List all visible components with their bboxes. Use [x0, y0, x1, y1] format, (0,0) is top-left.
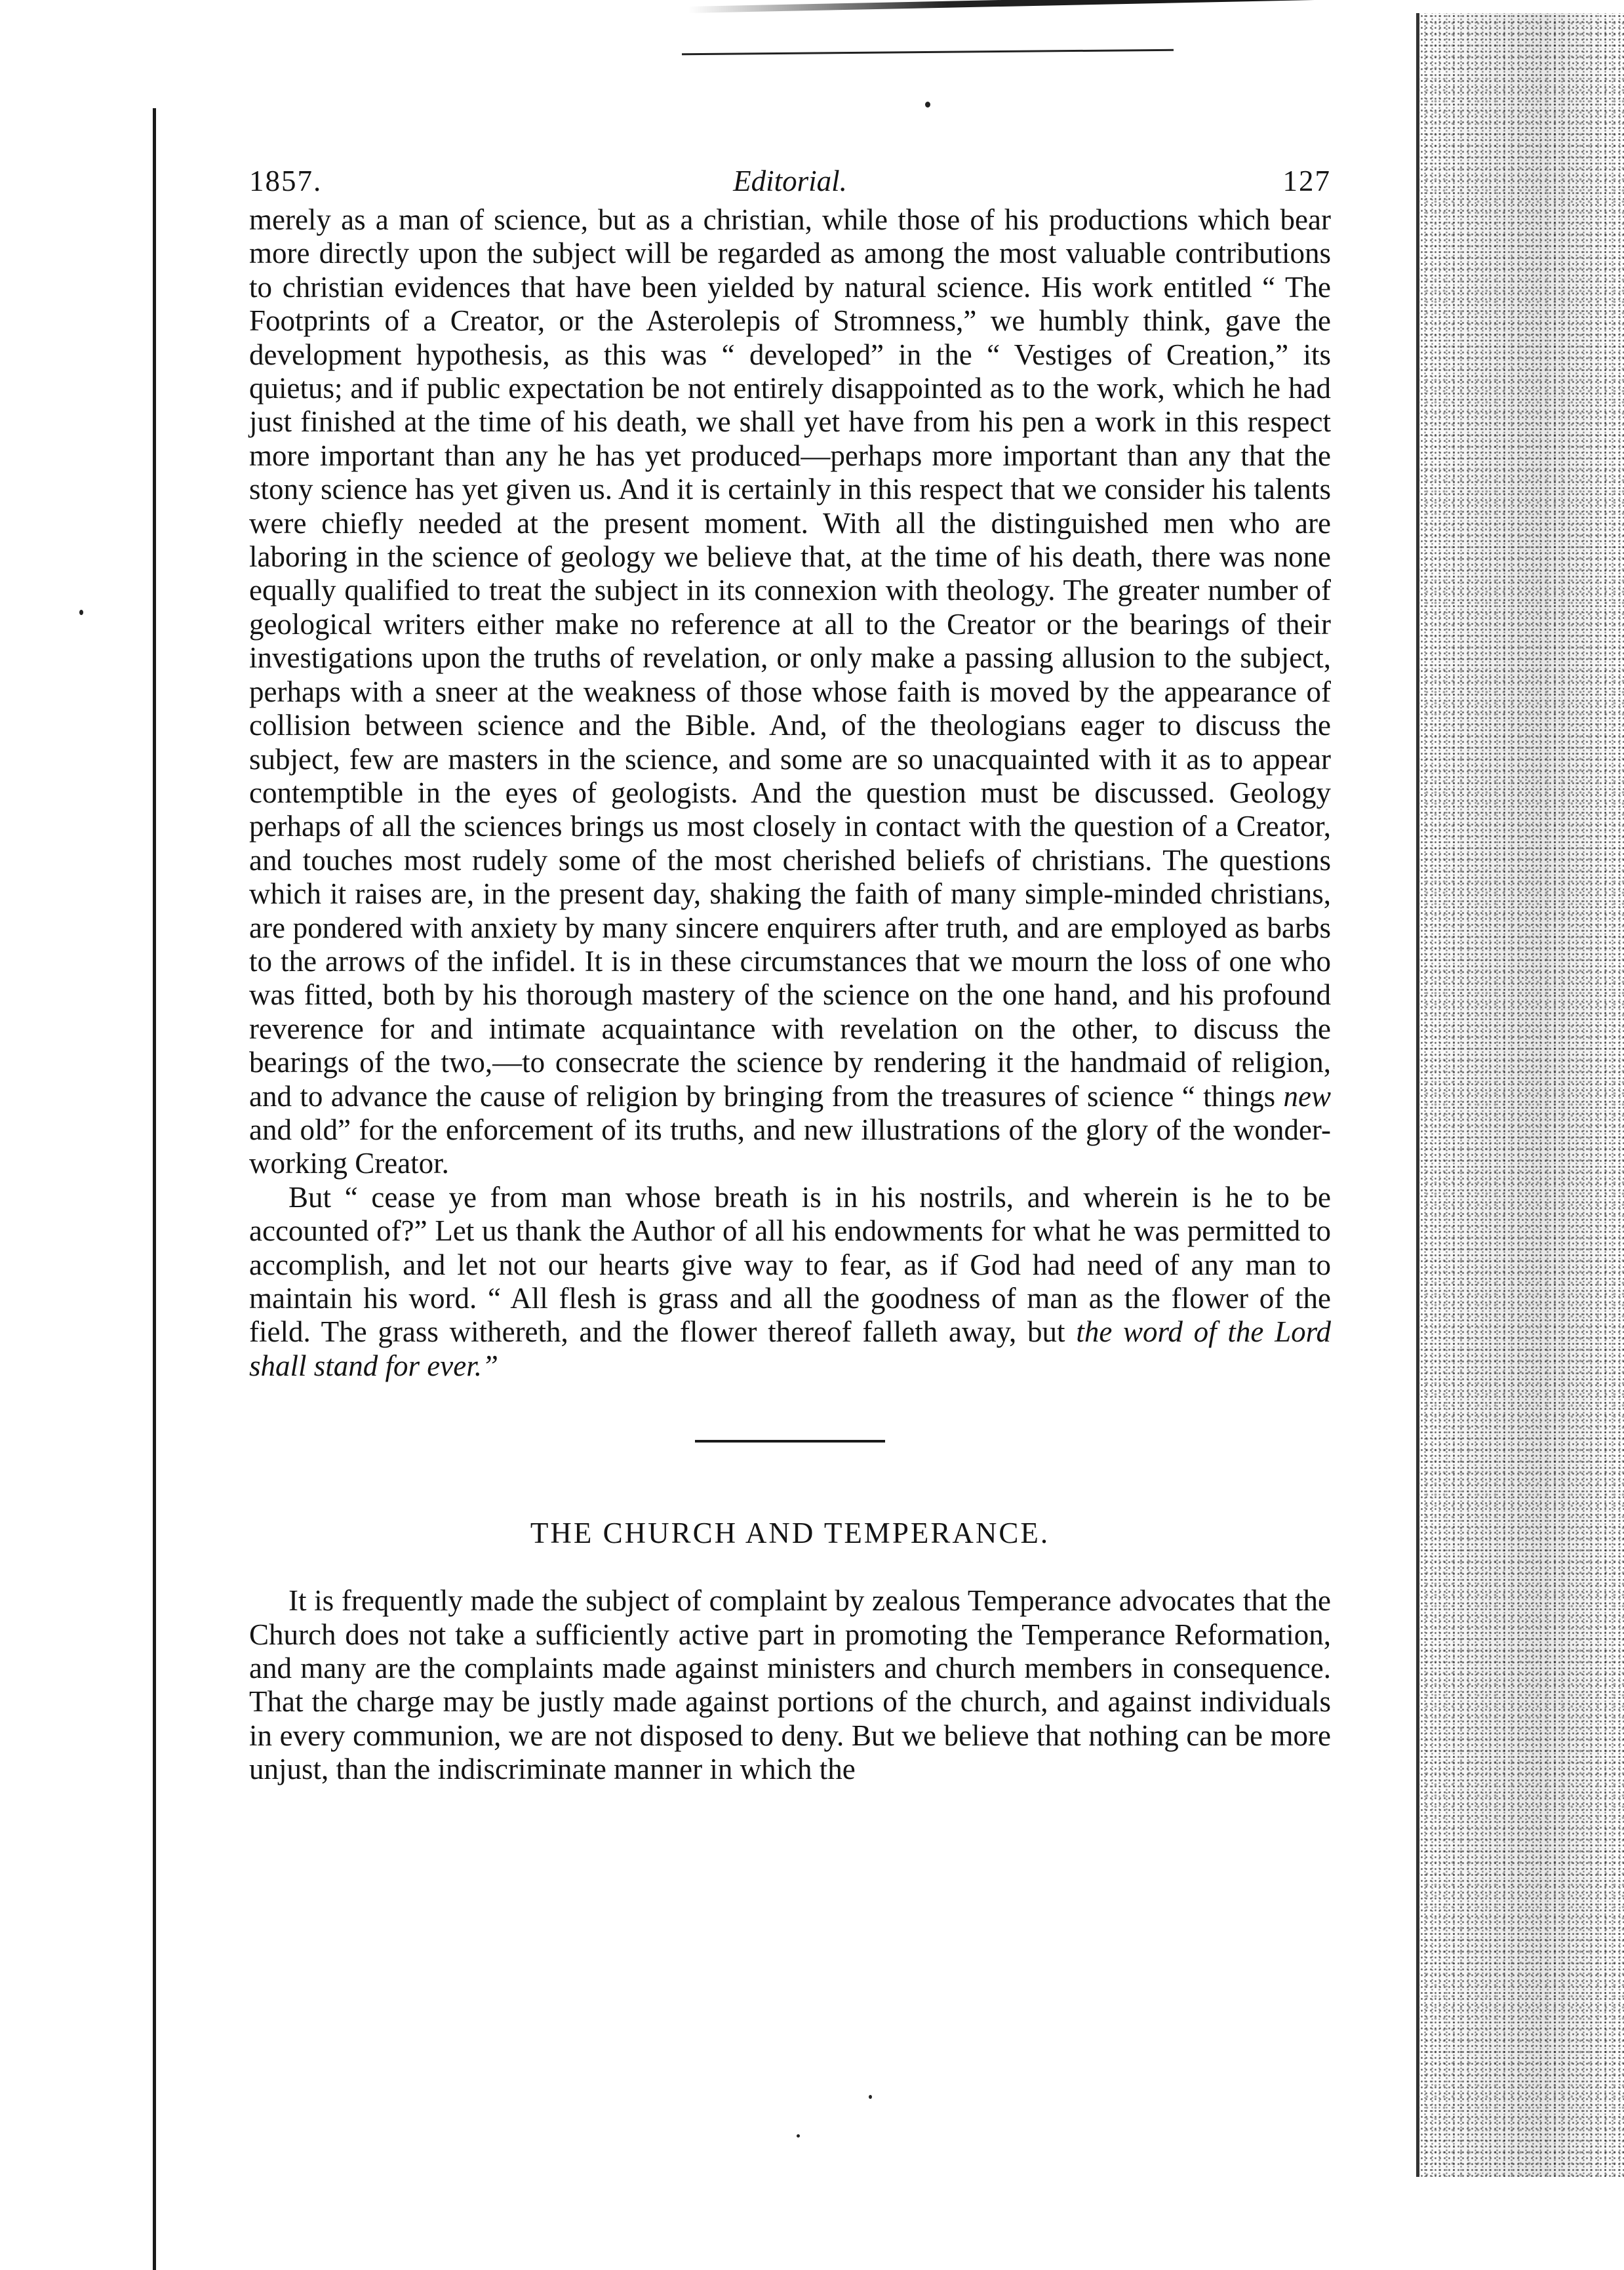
speck — [79, 610, 83, 615]
editorial-paragraph-1-italic: new — [1283, 1079, 1331, 1113]
header-year: 1857. — [249, 165, 323, 197]
editorial-paragraph-2 — [249, 1181, 1331, 1383]
editorial-paragraph-1-text: merely as a man of science, but as a christian, while those of his productions which bear more directly upon the subject will be regarded as among the most valuable contributions to christian evidences that have been yielded by natural science. His work entitled “ The Footprints of a Creator, or the Asterolepis of Stromness,” we humbly think, gave the development hypothesis, as this was “ developed” in the “ Vestiges of Creation,” its quietus; and if public expectation be not entirely disappointed as to the work, which he had just finished at the time of his death, we shall yet have from his pen a work in this respect more important than any he has yet produced—perhaps more important than any that the stony science has yet given us. And it is certainly in this respect that we consider his talents were chiefly needed at the present moment. With all the distinguished men who are laboring in the science of geology we believe that, at the time of his death, there was none equally qualified to treat the subject in its connexion with theology. The greater number of geological writers either make no reference at all to the Creator or the bearings of their investigations upon the truths of revelation, or only make a passing allusion to the subject, perhaps with a sneer at the weakness of those whose faith is moved by the appearance of collision between science and the Bible. And, of the theologians eager to discuss the subject, few are masters in the science, and some are so unacquainted with it as to appear contemptible in the eyes of geologists. And the question must be discussed. Geology perhaps of all the sciences brings us most closely in contact with the question of a Creator, and touches most rudely some of the most cherished beliefs of christians. The questions which it raises are, in the present day, shaking the faith of many simple-minded christians, are pondered with anxiety by many sincere enquirers after truth, and are employed as barbs to the arrows of the infidel. It is in these circumstances that we mourn the loss of one who was fitted, both by his thorough mastery of the science on the one hand, and his profound reverence for and intimate acquaintance with revelation on the other, to discuss the bearings of the two,—to consecrate the science by rendering it the handmaid of religion, and to advance the cause of religion by bringing from the treasures of science “ things — [249, 203, 1331, 1113]
speck — [869, 2095, 872, 2099]
header-section-title: Editorial. — [733, 165, 847, 197]
article-church-temperance — [249, 1584, 1331, 1786]
page-edge-noise — [1419, 13, 1624, 2177]
speck — [797, 2134, 800, 2138]
running-head — [249, 164, 1331, 203]
speck — [925, 102, 930, 108]
editorial-paragraph-2-italic: the word of the Lord shall stand for ever.” — [249, 1315, 1331, 1382]
article-title: THE CHURCH AND TEMPERANCE. — [530, 1517, 1050, 1550]
scan-top-rule-secondary — [682, 49, 1174, 56]
header-page-number: 127 — [1282, 165, 1331, 197]
section-separator — [695, 1440, 885, 1443]
page — [249, 164, 1331, 1787]
editorial-paragraph-1-end: and old” for the enforcement of its truths, and new illustrations of the glory of the wonder-working Creator. — [249, 1113, 1331, 1180]
article-editorial — [249, 203, 1331, 1383]
temperance-paragraph-1: It is frequently made the subject of complaint by zealous Temperance advocates that the Church does not take a sufficiently active part in promoting the Temperance Reformation, and many are the complaints made against ministers and church members in consequence. That the charge may be justly made against portions of the church, and against individuals in every communion, we are not disposed to deny. But we believe that nothing can be more unjust, than the indiscriminate manner in which the — [249, 1584, 1331, 1786]
editorial-paragraph-2-text: But “ cease ye from man whose breath is in his nostrils, and wherein is he to be accounted of?” Let us thank the Author of all his endowments for what he was permitted to accomplish, and let not our hearts give way to fear, as if God had need of any man to maintain his word. “ All flesh is grass and all the goodness of man as the flower of the field. The grass withereth, and the flower thereof falleth away, but — [249, 1180, 1331, 1349]
editorial-paragraph-1 — [249, 203, 1331, 1181]
scan-top-rule — [688, 0, 1429, 13]
left-margin-line — [153, 108, 156, 2270]
